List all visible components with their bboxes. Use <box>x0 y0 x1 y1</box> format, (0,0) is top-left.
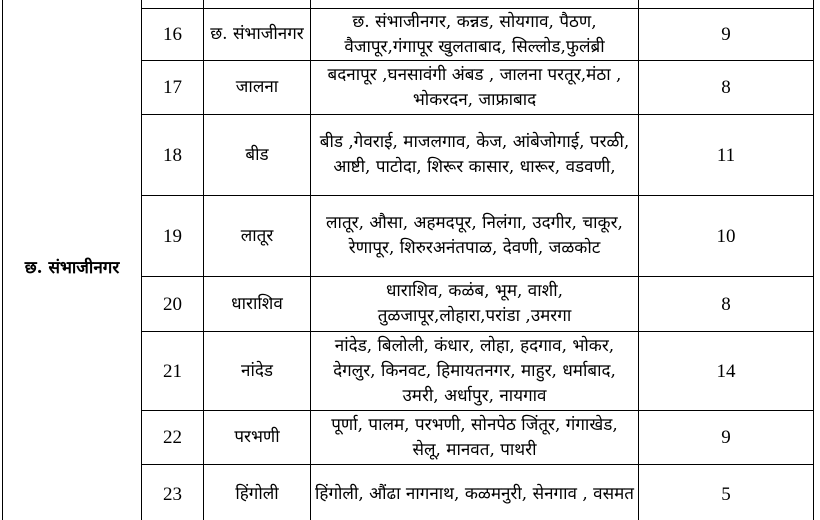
row-number: 21 <box>142 332 204 411</box>
district-name: बीड <box>204 115 311 196</box>
taluka-count: 8 <box>639 61 814 115</box>
district-name: नांदेड <box>204 332 311 411</box>
taluka-count: 10 <box>639 196 814 277</box>
row-number <box>142 0 204 9</box>
taluka-list: धाराशिव, कळंब, भूम, वाशी, तुळजापूर,लोहारा,परांडा ,उमरगा <box>311 277 639 332</box>
district-name <box>204 0 311 9</box>
taluka-count: 5 <box>639 465 814 520</box>
taluka-list <box>311 0 639 9</box>
district-name: जालना <box>204 61 311 115</box>
taluka-list: नांदेड, बिलोली, कंधार, लोहा, हदगाव, भोकर, देगलुर, किनवट, हिमायतनगर, माहुर, धर्माबाद, उमरी, अर्धापुर, नायगाव <box>311 332 639 411</box>
district-name: परभणी <box>204 411 311 465</box>
district-name: धाराशिव <box>204 277 311 332</box>
taluka-count: 9 <box>639 9 814 61</box>
row-number: 18 <box>142 115 204 196</box>
division-cell: छ. संभाजीनगर <box>3 0 142 520</box>
taluka-list: बदनापूर ,घनसावंगी अंबड , जालना परतूर,मंठा , भोकरदन, जाफ्राबाद <box>311 61 639 115</box>
taluka-list: बीड ,गेवराई, माजलगाव, केज, आंबेजोगाई, परळी, आष्टी, पाटोदा, शिरूर कासार, धारूर, वडवणी, <box>311 115 639 196</box>
taluka-count: 11 <box>639 115 814 196</box>
taluka-list: लातूर, औसा, अहमदपूर, निलंगा, उदगीर, चाकूर, रेणापूर, शिरुरअनंतपाळ, देवणी, जळकोट <box>311 196 639 277</box>
row-number: 22 <box>142 411 204 465</box>
taluka-list: हिंगोली, औंढा नागनाथ, कळमनुरी, सेनगाव , वसमत <box>311 465 639 520</box>
row-number: 20 <box>142 277 204 332</box>
district-name: लातूर <box>204 196 311 277</box>
table-row <box>3 0 814 9</box>
taluka-count <box>639 0 814 9</box>
row-number: 17 <box>142 61 204 115</box>
taluka-count: 14 <box>639 332 814 411</box>
district-name: हिंगोली <box>204 465 311 520</box>
district-name: छ. संभाजीनगर <box>204 9 311 61</box>
district-table <box>2 0 814 520</box>
row-number: 23 <box>142 465 204 520</box>
row-number: 19 <box>142 196 204 277</box>
taluka-count: 9 <box>639 411 814 465</box>
taluka-list: पूर्णा, पालम, परभणी, सोनपेठ जिंतूर, गंगाखेड, सेलू, मानवत, पाथरी <box>311 411 639 465</box>
taluka-count: 8 <box>639 277 814 332</box>
row-number: 16 <box>142 9 204 61</box>
taluka-list: छ. संभाजीनगर, कन्नड, सोयगाव, पैठण, वैजापूर,गंगापूर खुलताबाद, सिल्लोड,फुलंब्री <box>311 9 639 61</box>
